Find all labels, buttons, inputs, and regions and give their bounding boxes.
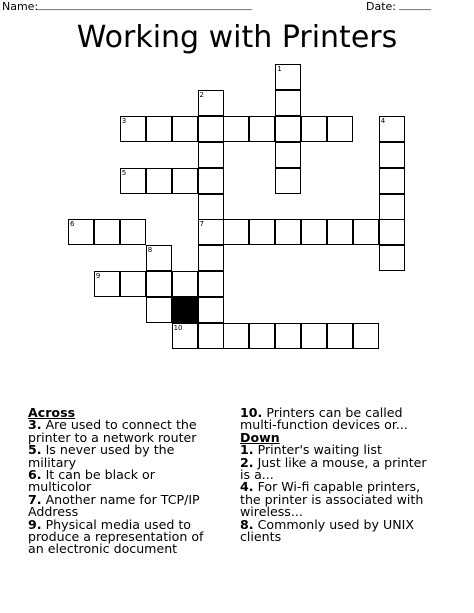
clue-number: 2. xyxy=(240,454,254,470)
grid-cell[interactable] xyxy=(301,116,327,142)
grid-cell[interactable] xyxy=(249,219,275,245)
grid-cell[interactable] xyxy=(94,219,120,245)
clue-text: Printers can be called multi-function devices or... xyxy=(240,405,408,433)
grid-cell[interactable] xyxy=(146,245,172,271)
grid-cell[interactable] xyxy=(146,271,172,297)
clue-number: 2 xyxy=(199,90,204,99)
date-blank[interactable]: ________ xyxy=(399,1,431,10)
black-cell xyxy=(172,297,198,323)
grid-cell[interactable] xyxy=(275,219,301,245)
grid-cell[interactable] xyxy=(379,168,405,194)
across-clue xyxy=(28,516,218,557)
across-clue xyxy=(28,491,218,520)
clue-text: Commonly used by UNIX clients xyxy=(240,516,414,545)
across-clue xyxy=(240,407,440,432)
grid-cell[interactable] xyxy=(198,271,224,297)
grid-cell[interactable] xyxy=(146,168,172,194)
grid-cell[interactable] xyxy=(275,90,301,116)
clue-text: It can be black or multicolor xyxy=(28,467,155,495)
grid-cell[interactable] xyxy=(379,219,405,245)
grid-cell[interactable] xyxy=(120,219,146,245)
clue-number: 8. xyxy=(240,516,254,532)
clue-number: 7. xyxy=(28,491,42,507)
clue-number: 4. xyxy=(240,479,254,495)
grid-cell[interactable] xyxy=(249,116,275,142)
grid-cell[interactable] xyxy=(198,116,224,142)
grid-cell[interactable] xyxy=(172,116,198,142)
grid-cell[interactable] xyxy=(275,116,301,142)
name-blank[interactable]: ______________________________________________________ xyxy=(36,1,252,10)
grid-cell[interactable] xyxy=(172,323,198,349)
grid-cell[interactable] xyxy=(275,142,301,168)
clue-text: For Wi-fi capable printers, the printer is associated with wireless... xyxy=(240,479,424,520)
grid-cell[interactable] xyxy=(94,271,120,297)
down-clue xyxy=(240,481,440,518)
down-clue xyxy=(240,516,440,545)
grid-cell[interactable] xyxy=(275,323,301,349)
grid-cell[interactable] xyxy=(223,219,249,245)
clue-text: Are used to connect the printer to a network router xyxy=(28,417,197,445)
clue-number: 9 xyxy=(95,272,101,281)
clue-text: Is never used by the military xyxy=(28,442,175,470)
grid-cell[interactable] xyxy=(379,194,405,220)
grid-cell[interactable] xyxy=(249,323,275,349)
grid-cell[interactable] xyxy=(120,168,146,194)
grid-cell[interactable] xyxy=(172,271,198,297)
grid-cell[interactable] xyxy=(198,297,224,323)
grid-cell[interactable] xyxy=(275,168,301,194)
grid-cell[interactable] xyxy=(275,64,301,90)
clue-number: 6 xyxy=(70,220,75,229)
clue-number: 5 xyxy=(121,168,127,177)
grid-cell[interactable] xyxy=(120,271,146,297)
grid-cell[interactable] xyxy=(198,323,224,349)
grid-cell[interactable] xyxy=(146,297,172,323)
clue-number: 9. xyxy=(28,516,42,532)
clue-number: 1. xyxy=(240,442,254,458)
date-label: Date: xyxy=(366,0,396,13)
grid-cell[interactable] xyxy=(223,116,249,142)
grid-cell[interactable] xyxy=(353,323,379,349)
clue-number: 3 xyxy=(121,116,127,125)
across-clue xyxy=(28,444,218,469)
clue-number: 10. xyxy=(240,405,263,420)
page-title: Working with Printers xyxy=(76,20,398,55)
down-clues xyxy=(240,407,440,543)
grid-cell[interactable] xyxy=(198,90,224,116)
grid-cell[interactable] xyxy=(172,168,198,194)
clue-text: Just like a mouse, a printer is a... xyxy=(240,454,427,483)
grid-cell[interactable] xyxy=(327,323,353,349)
clue-number: 10 xyxy=(173,324,183,332)
grid-cell[interactable] xyxy=(198,245,224,271)
clue-number: 7 xyxy=(199,220,204,229)
clue-number: 5. xyxy=(28,442,42,458)
header xyxy=(0,0,474,14)
grid-cell[interactable] xyxy=(120,116,146,142)
grid-cell[interactable] xyxy=(301,323,327,349)
clue-number: 1 xyxy=(277,65,282,73)
across-clue xyxy=(28,419,218,444)
grid-cell[interactable] xyxy=(327,219,353,245)
name-label: Name: xyxy=(2,0,39,13)
clue-number: 4 xyxy=(380,116,386,125)
clue-number: 6. xyxy=(28,467,42,483)
grid-cell[interactable] xyxy=(68,219,94,245)
grid-cell[interactable] xyxy=(146,116,172,142)
grid-cell[interactable] xyxy=(198,142,224,168)
grid-cell[interactable] xyxy=(379,116,405,142)
grid-cell[interactable] xyxy=(198,168,224,194)
grid-cell[interactable] xyxy=(327,116,353,142)
across-heading: Across xyxy=(28,405,76,420)
grid-cell[interactable] xyxy=(301,219,327,245)
clue-number: 8 xyxy=(147,246,153,255)
down-clue xyxy=(240,454,440,483)
grid-cell[interactable] xyxy=(379,142,405,168)
clue-text: Another name for TCP/IP Address xyxy=(28,491,200,520)
across-clues xyxy=(28,407,218,556)
grid-cell[interactable] xyxy=(198,194,224,220)
grid-cell[interactable] xyxy=(353,219,379,245)
clue-text: Printer's waiting list xyxy=(253,442,382,458)
across-clue xyxy=(28,469,218,494)
grid-cell[interactable] xyxy=(198,219,224,245)
clue-text: Physical media used to produce a representation of an electronic document xyxy=(28,516,204,557)
grid-cell[interactable] xyxy=(223,323,249,349)
grid-cell[interactable] xyxy=(379,245,405,271)
clue-number: 3. xyxy=(28,417,42,433)
down-heading: Down xyxy=(240,429,280,445)
